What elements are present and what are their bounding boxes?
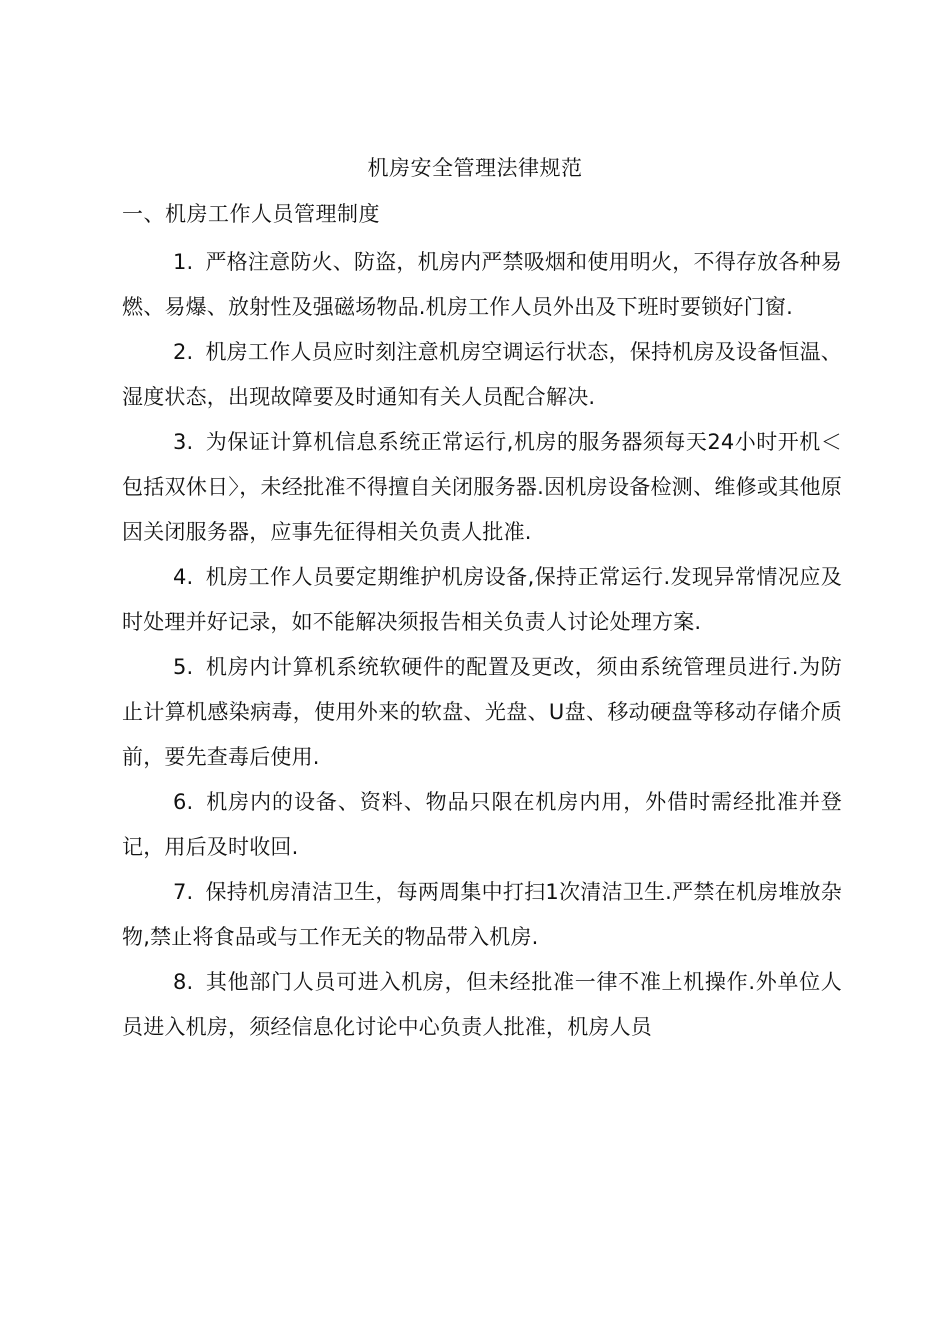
rule-item-7 xyxy=(122,870,842,960)
rule-text: 为保证计算机信息系统正常运行,机房的服务器须每天24小时开机＜包括双休日〉，未经批准不得擅自关闭服务器.因机房设备检测、维修或其他原因关闭服务器，应事先征得相关负责人批准. xyxy=(122,430,842,544)
rule-text: 其他部门人员可进入机房，但未经批准一律不准上机操作.外单位人员进入机房，须经信息化讨论中心负责人批准，机房人员 xyxy=(122,970,842,1039)
rule-number: 6. xyxy=(173,790,194,814)
rule-item-8 xyxy=(122,960,842,1050)
section-heading: 一、机房工作人员管理制度 xyxy=(122,202,380,226)
document-title: 机房安全管理法律规范 xyxy=(367,156,583,180)
rule-text: 严格注意防火、防盗，机房内严禁吸烟和使用明火，不得存放各种易燃、易爆、放射性及强磁场物品.机房工作人员外出及下班时要锁好门窗. xyxy=(122,250,842,319)
rule-text: 机房工作人员要定期维护机房设备,保持正常运行.发现异常情况应及时处理并好记录，如不能解决须报告相关负责人讨论处理方案. xyxy=(122,565,842,634)
rule-item-6 xyxy=(122,780,842,870)
rule-text: 机房内计算机系统软硬件的配置及更改，须由系统管理员进行.为防止计算机感染病毒，使用外来的软盘、光盘、U盘、移动硬盘等移动存储介质前，要先查毒后使用. xyxy=(122,655,842,769)
rule-text: 机房内的设备、资料、物品只限在机房内用，外借时需经批准并登记，用后及时收回. xyxy=(122,790,842,859)
rule-number: 2. xyxy=(173,340,194,364)
rule-number: 7. xyxy=(173,880,194,904)
rule-number: 8. xyxy=(173,970,194,994)
rule-text: 保持机房清洁卫生，每两周集中打扫1次清洁卫生.严禁在机房堆放杂物,禁止将食品或与工作无关的物品带入机房. xyxy=(122,880,842,949)
rule-item-3 xyxy=(122,420,842,555)
rule-item-5 xyxy=(122,645,842,780)
rule-item-2 xyxy=(122,330,842,420)
rule-number: 1. xyxy=(173,250,194,274)
rule-list xyxy=(122,240,842,1050)
rule-item-4 xyxy=(122,555,842,645)
rule-item-1 xyxy=(122,240,842,330)
rule-number: 4. xyxy=(173,565,194,589)
rule-number: 5. xyxy=(173,655,194,679)
rule-text: 机房工作人员应时刻注意机房空调运行状态，保持机房及设备恒温、湿度状态，出现故障要及时通知有关人员配合解决. xyxy=(122,340,842,409)
rule-number: 3. xyxy=(173,430,194,454)
